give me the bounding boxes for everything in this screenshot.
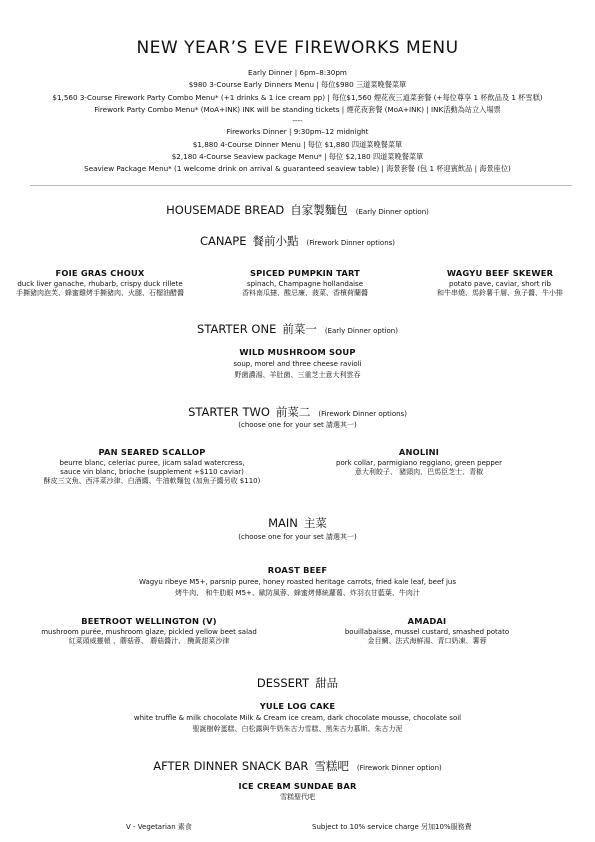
section-canape xyxy=(0,233,595,249)
dish-description-cont: sauce vin blanc, brioche (supplement +$110 caviar) xyxy=(60,468,244,476)
section-starter-one-en: STARTER ONE xyxy=(197,322,277,336)
dish-description: potato pave, caviar, short rib xyxy=(449,280,551,288)
section-starter-two-zh: 前菜二 xyxy=(275,405,311,419)
early-dinner-time: Early Dinner | 6pm–8:30pm xyxy=(248,68,347,77)
section-starter-one xyxy=(0,321,595,337)
dish-description-zh: 香料南瓜撻、酸忌廉、菠菜、香檳荷蘭醬 xyxy=(242,289,368,297)
section-dessert xyxy=(0,675,595,691)
section-starter-two xyxy=(0,404,595,420)
dish-name: WAGYU BEEF SKEWER xyxy=(446,268,554,278)
dish-name: YULE LOG CAKE xyxy=(259,701,336,711)
dish-description: white truffle & milk chocolate Milk & Cream ice cream, dark chocolate mousse, chocolate soil xyxy=(133,714,462,722)
section-canape-zh: 餐前小點 xyxy=(252,234,299,248)
dish-wellington xyxy=(18,616,280,646)
dish-description-zh: 酥皮三文魚、西洋菜沙律、白酒醬、牛油軟麵包 (加魚子醬另收 $110) xyxy=(43,477,261,485)
canape-wagyu-skewer xyxy=(408,268,592,298)
dish-description-zh: 和牛串燒、馬鈴薯千層、魚子醬、牛小排 xyxy=(437,289,563,297)
section-starter-one-note: (Early Dinner option) xyxy=(324,327,398,335)
dish-name: SPICED PUMPKIN TART xyxy=(249,268,361,278)
dish-name: ICE CREAM SUNDAE BAR xyxy=(238,781,357,791)
dish-description: beurre blanc, celeriac puree, jicam salad watercress, xyxy=(59,459,245,467)
section-canape-note: (Firework Dinner options) xyxy=(306,239,396,247)
section-dessert-zh: 甜品 xyxy=(315,676,339,690)
dish-description: duck liver ganache, rhubarb, crispy duck rillete xyxy=(17,280,183,288)
dish-name: BEETROOT WELLINGTON (V) xyxy=(81,616,217,626)
dish-description: bouillabaisse, mussel custard, smashed potato xyxy=(344,628,510,636)
dish-description-zh: 金目鯛、法式海鮮湯、青口奶凍、薯蓉 xyxy=(367,637,487,645)
choose-one-note: (choose one for your set 請選其一) xyxy=(238,421,357,429)
section-bread-en: HOUSEMADE BREAD xyxy=(166,203,285,217)
canape-pumpkin-tart xyxy=(210,268,400,298)
section-snack-bar xyxy=(0,758,595,774)
vegetarian-legend: V - Vegetarian 素食 xyxy=(126,823,192,831)
dish-name: ROAST BEEF xyxy=(267,565,328,575)
section-main xyxy=(0,515,595,531)
early-combo-price: $1,560 3-Course Firework Party Combo Menu* (+1 drinks & 1 ice cream pp) | 每位$1,560 煙花夜三道菜套餐 (+每位尊享 1 杯飲品及 1 杯雪糕) xyxy=(52,93,543,102)
canape-foie-gras xyxy=(2,268,198,298)
section-snack-bar-note: (Firework Dinner option) xyxy=(356,764,442,772)
dish-description: Wagyu ribeye M5+, parsnip puree, honey roasted heritage carrots, fried kale leaf, beef jus xyxy=(138,578,457,586)
choose-one-note: (choose one for your set 請選其一) xyxy=(238,533,357,541)
section-main-en: MAIN xyxy=(268,516,298,530)
dish-description-zh: 紅菜頭威靈頓 、蘑菇蓉、 蘑菇醬汁、 醃黃甜菜沙律 xyxy=(68,637,230,645)
divider xyxy=(30,185,572,186)
service-charge-note: Subject to 10% service charge 另加10%服務費 xyxy=(312,823,472,831)
section-starter-two-en: STARTER TWO xyxy=(188,405,270,419)
dish-description: spinach, Champagne hollandaise xyxy=(246,280,364,288)
section-bread-note: (Early Dinner option) xyxy=(355,208,429,216)
section-starter-one-zh: 前菜一 xyxy=(282,322,317,336)
dish-name: ANOLINI xyxy=(398,447,440,457)
fireworks-dinner-time: Fireworks Dinner | 9:30pm–12 midnight xyxy=(226,127,369,136)
seaview-package-note: Seaview Package Menu* (1 welcome drink on arrival & guaranteed seaview table) | 海景套餐 (包 1 杯迎賓飲品 | 海景座位) xyxy=(84,164,511,173)
dish-name: WILD MUSHROOM SOUP xyxy=(239,347,356,357)
dish-anolini xyxy=(316,447,522,477)
section-main-zh: 主菜 xyxy=(303,516,327,530)
dish-description: pork collar, parmigiano reggiano, green pepper xyxy=(336,459,502,467)
section-dessert-en: DESSERT xyxy=(256,676,310,690)
menu-title: NEW YEAR’S EVE FIREWORKS MENU xyxy=(136,38,459,58)
dish-amadai xyxy=(322,616,532,646)
dish-description-zh: 野菌濃湯、羊肚菌、三重芝士意大利雲吞 xyxy=(234,371,361,379)
dish-name: AMADAI xyxy=(407,616,447,626)
info-separator: ---- xyxy=(292,116,303,125)
section-canape-en: CANAPE xyxy=(199,234,247,248)
fireworks-dinner-price: $1,880 4-Course Dinner Menu | 每位 $1,880 四道菜晚餐菜單 xyxy=(192,140,403,149)
dish-description: soup, morel and three cheese ravioli xyxy=(233,360,362,368)
early-dinner-price: $980 3-Course Early Dinners Menu | 每位$980 三道菜晚餐菜單 xyxy=(188,80,407,89)
dish-description-zh: 手撕豬肉泡芙、蜂蜜雞烤手撕豬肉、火腿、石榴油醋醬 xyxy=(16,289,184,297)
dish-scallop xyxy=(30,447,274,486)
dish-description: mushroom purée, mushroom glaze, pickled yellow beet salad xyxy=(41,628,257,636)
dish-description-zh: 雪糕聖代吧 xyxy=(280,793,315,801)
early-combo-note: Firework Party Combo Menu* (MoA+INK) INK will be standing tickets | 煙花夜套餐 (MoA+INK) | INK活動為站立入場票 xyxy=(94,105,501,114)
seaview-package-price: $2,180 4-Course Seaview package Menu* | 每位 $2,180 四道菜晚餐菜單 xyxy=(171,152,424,161)
section-bread-zh: 自家製麵包 xyxy=(290,203,348,217)
dish-name: FOIE GRAS CHOUX xyxy=(55,268,145,278)
section-snack-bar-en: AFTER DINNER SNACK BAR xyxy=(153,759,309,773)
dish-name: PAN SEARED SCALLOP xyxy=(98,447,206,457)
section-bread xyxy=(0,202,595,218)
dish-description-zh: 意大利餃子、 豬頸肉、巴馬臣芝士、青椒 xyxy=(354,468,484,476)
section-snack-bar-zh: 雪糕吧 xyxy=(314,759,349,773)
dish-description-zh: 烤牛肉、 和牛肋眼 M5+、歐防風蓉、蜂蜜烤傳統蘿蔔、炸羽衣甘藍葉、牛肉汁 xyxy=(175,589,420,597)
dish-description-zh: 聖誕樹幹蛋糕、白松露與牛奶朱古力雪糕、黑朱古力慕斯、朱古力泥 xyxy=(192,725,403,733)
section-starter-two-note: (Firework Dinner options) xyxy=(318,410,407,418)
